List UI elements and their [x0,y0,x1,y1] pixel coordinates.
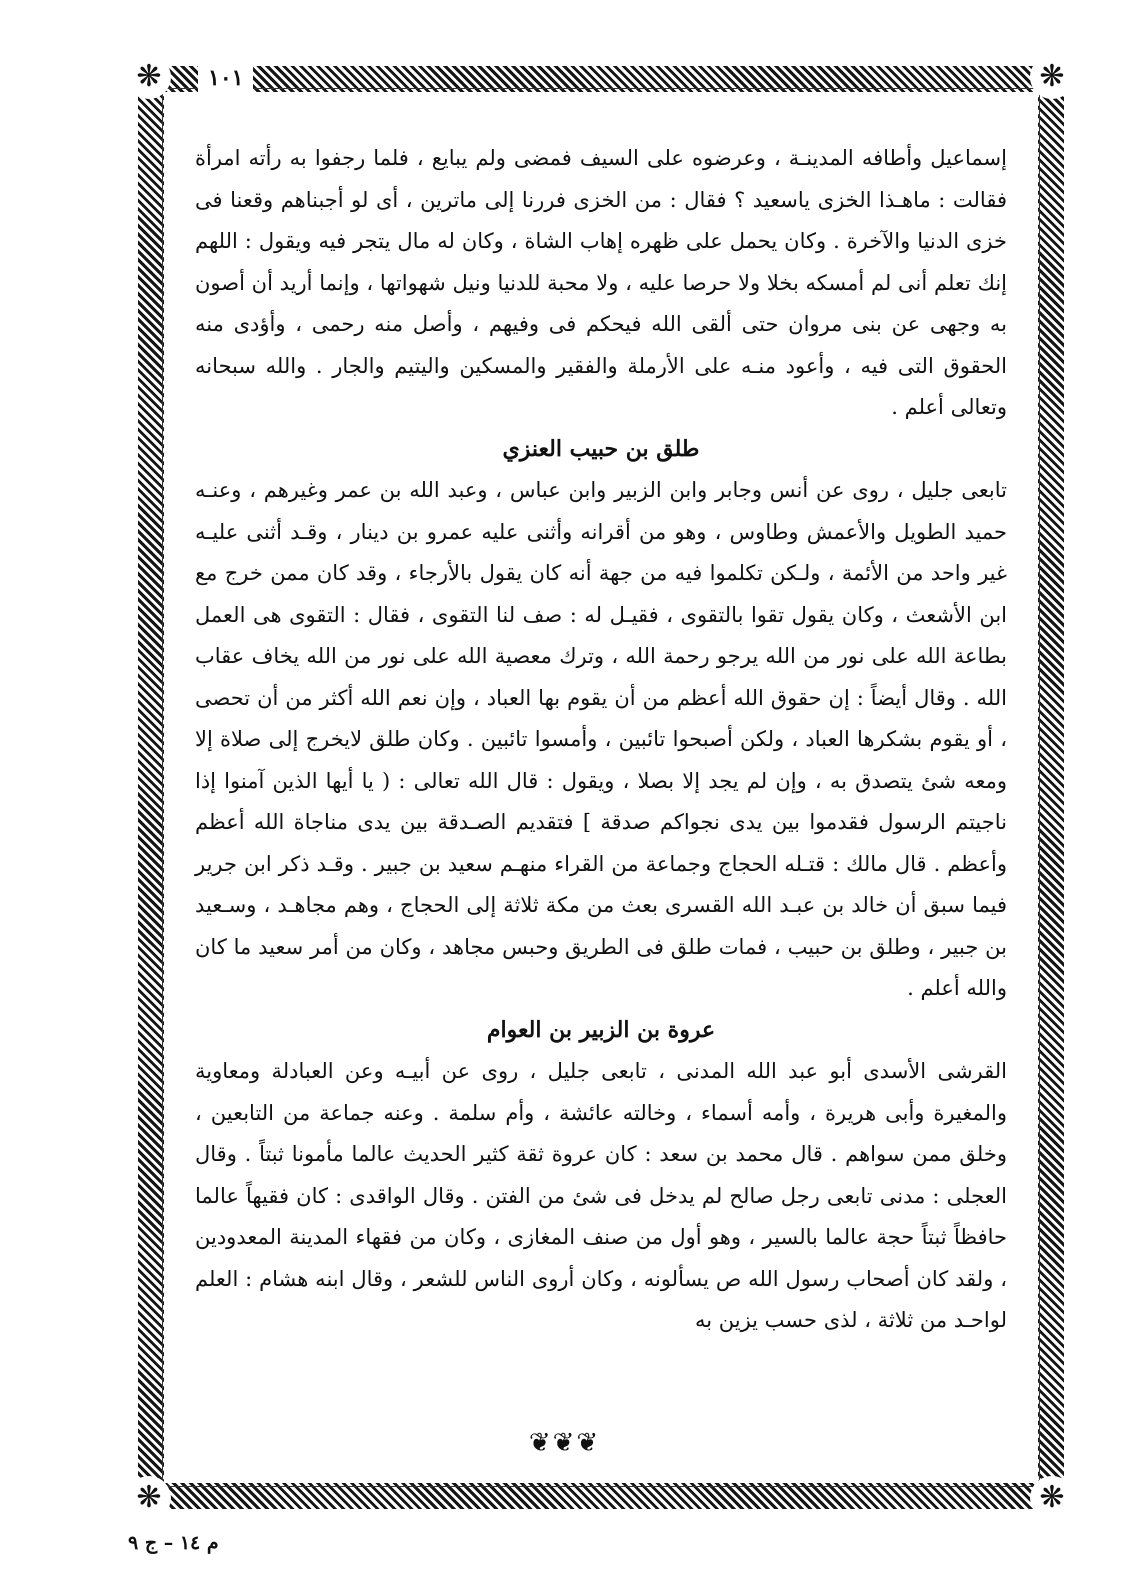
section-paragraph-urwa: القرشى الأسدى أبو عبد الله المدنى ، تابعى جليل ، روى عن أبيـه وعن العبادلة ومعاوية والمغيرة وأبى هريرة ، وأمه أسماء ، وخالته عائشة ، وأم سلمة . وعنه جماعة من التابعين ، وخلق ممن سواهم . قال محمد بن سعد : كان عروة ثقة كثير الحديث عالما مأمونا ثبتاً . وقال العجلى : مدنى تابعى رجل صالح لم يدخل فى شئ من الفتن . وقال الواقدى : كان فقيهاً عالما حافظاً ثبتاً حجة عالما بالسير ، وهو أول من صنف المغازى ، وكان من فقهاء المدينة المعدودين ، ولقد كان أصحاب رسول الله ص يسألونه ، وكان أروى الناس للشعر ، وقال ابنه هشام : العلم لواحـد من ثلاثة ، لذى حسب يزين به [195,1059,1007,1332]
section-paragraph-talq: تابعى جليل ، روى عن أنس وجابر وابن الزبير وابن عباس ، وعبد الله بن عمر وغيرهم ، وعنـه حميد الطويل والأعمش وطاوس ، وهو من أقرانه وأثنى عليه عمرو بن دينار ، وقـد أثنى عليـه غير واحد من الأئمة ، ولـكن تكلموا فيه من جهة أنه كان يقول بالأرجاء ، وقد كان ممن خرج مع ابن الأشعث ، وكان يقول تقوا بالتقوى ، فقيـل له : صف لنا التقوى ، فقال : التقوى هى العمل بطاعة الله على نور من الله يرجو رحمة الله ، وترك معصية الله على نور من الله يخاف عقاب الله . وقال أيضاً : إن حقوق الله أعظم من أن يقوم بها العباد ، وإن نعم الله أكثر من أن تحصى ، أو يقوم بشكرها العباد ، ولكن أصبحوا تائبين ، وأمسوا تائبين . وكان طلق لايخرج إلى صلاة إلا ومعه شئ يتصدق به ، وإن لم يجد إلا بصلا ، ويقول : قال الله تعالى : ( يا أيها الذين آمنوا إذا ناجيتم الرسول فقدموا بين يدى نجواكم صدقة ] فتقديم الصـدقة بين يدى مناجاة الله أعظم وأعظم . قال مالك : قتـله الحجاج وجماعة من القراء منهـم سعيد بن جبير . وقـد ذكر ابن جرير فيما سبق أن خالد بن عبـد الله القسرى بعث من مكة ثلاثة إلى الحجاج ، وهم مجاهـد ، وسـعيد بن جبير ، وطلق بن حبيب ، فمات طلق فى الطريق وحبس مجاهد ، وكان من أمر سعيد ما كان والله أعلم . [195,478,1007,1000]
corner-ornament-icon: ❋ [127,1476,171,1520]
printer-signature: م ١٤ – ج ٩ [128,1532,219,1554]
section-heading-talq: طلق بن حبيب العنزي [502,435,700,462]
end-ornament-icon: ❦❦❦ [528,1428,601,1458]
section-heading-urwa: عروة بن الزبير بن العوام [486,1016,716,1043]
corner-ornament-icon: ❋ [127,55,171,99]
page-number: ١٠١ [198,62,253,94]
intro-paragraph: إسماعيل وأطافه المدينـة ، وعرضوه على السيف فمضى ولم يبايع ، فلما رجفوا به رأته امرأة فقالت : ماهـذا الخزى ياسعيد ؟ فقال : من الخزى فررنا إلى ماترين ، أى لو أجبناهم وقعنا فى خزى الدنيا والآخرة . وكان يحمل على ظهره إهاب الشاة ، وكان له مال يتجر فيه ويقول : اللهم إنك تعلم أنى لم أمسكه بخلا ولا حرصا عليه ، ولا محبة للدنيا ونيل شهواتها ، وإنما أريد أن أصون به وجهى عن بنى مروان حتى ألقى الله فيحكم فى وفيهم ، وأصل منه رحمى ، وأؤدى منه الحقوق التى فيه ، وأعود منـه على الأرملة والفقير والمسكين واليتيم والجار . والله سبحانه وتعالى أعلم . [195,146,1007,419]
corner-ornament-icon: ❋ [1030,1476,1074,1520]
corner-ornament-icon: ❋ [1030,55,1074,99]
page-body [195,138,1007,1332]
